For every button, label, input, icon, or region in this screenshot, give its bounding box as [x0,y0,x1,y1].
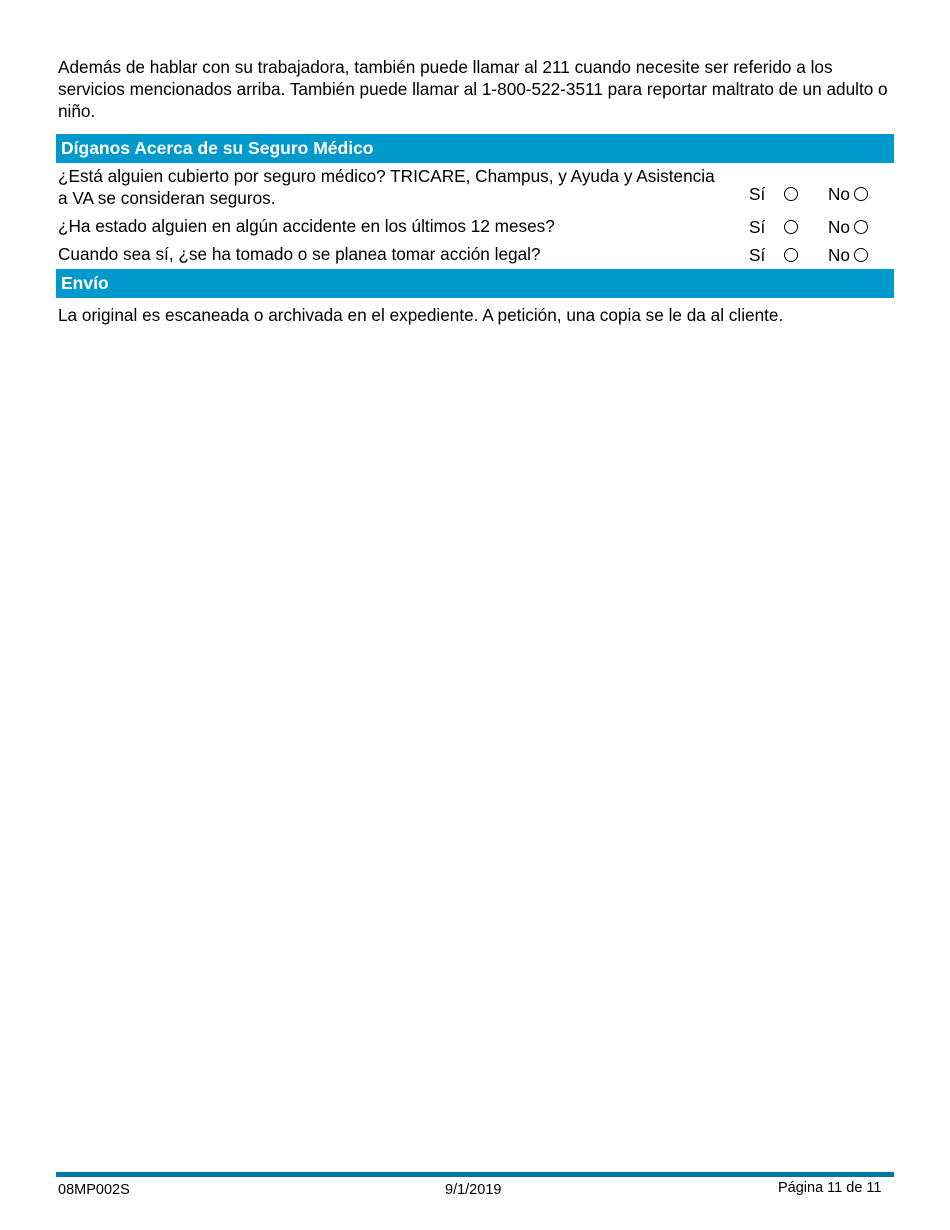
question-row-accident [58,215,894,239]
form-code: 08MP002S [58,1182,130,1198]
yes-label: Sí [749,217,766,237]
no-radio[interactable] [854,187,868,201]
yes-label: Sí [749,245,766,265]
question-row-legal-action [58,243,894,267]
no-option [828,216,868,238]
no-radio[interactable] [854,220,868,234]
no-radio[interactable] [854,248,868,262]
insurance-section-header: Díganos Acerca de su Seguro Médico [56,134,894,163]
submission-note: La original es escaneada o archivada en el expediente. A petición, una copia se le da al cliente. [58,305,784,325]
question-text: ¿Ha estado alguien en algún accidente en los últimos 12 meses? [58,216,555,236]
yes-option [749,216,798,238]
question-text: Cuando sea sí, ¿se ha tomado o se planea tomar acción legal? [58,244,541,264]
question-row-insurance-coverage [58,165,894,211]
no-label: No [828,217,850,237]
intro-paragraph: Además de hablar con su trabajadora, también puede llamar al 211 cuando necesite ser referido a los servicios mencionados arriba. También puede llamar al 1-800-522-3511 para reportar maltrato de un adulto o niño. [58,57,888,121]
no-option [828,183,868,205]
yes-option [749,183,798,205]
yes-option [749,244,798,266]
no-label: No [828,184,850,204]
footer-divider [56,1172,894,1177]
yes-radio[interactable] [784,187,798,201]
form-date: 9/1/2019 [445,1182,502,1198]
yes-radio[interactable] [784,220,798,234]
no-option [828,244,868,266]
submission-section-header: Envío [56,269,894,298]
no-label: No [828,245,850,265]
yes-label: Sí [749,184,766,204]
question-text: ¿Está alguien cubierto por seguro médico? TRICARE, Champus, y Ayuda y Asistencia a VA se consideran seguros. [58,166,715,208]
page-number: Página 11 de 11 [778,1180,882,1196]
yes-radio[interactable] [784,248,798,262]
